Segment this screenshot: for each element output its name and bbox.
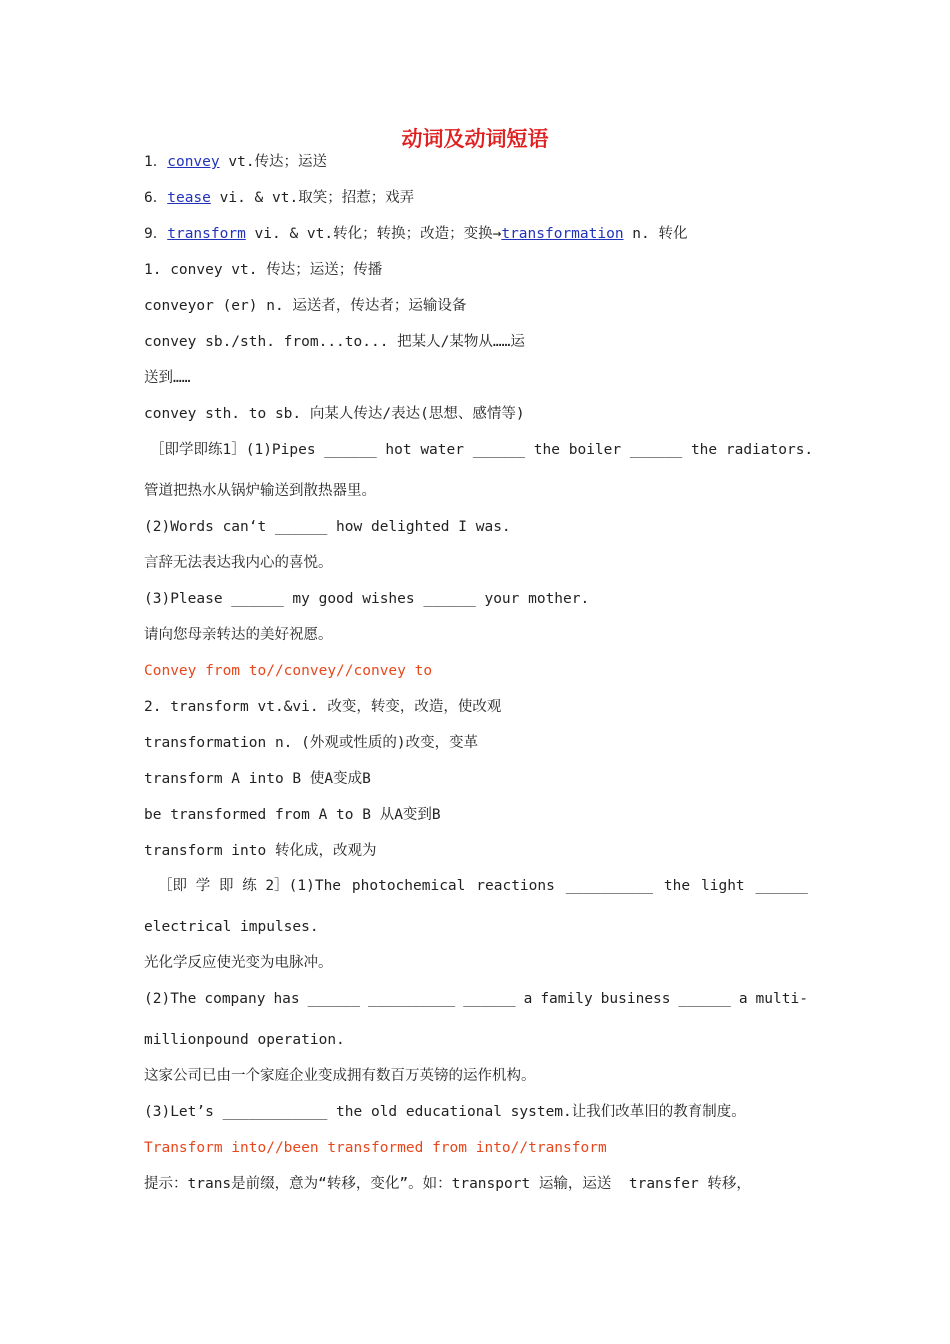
translation-line: 言辞无法表达我内心的喜悦。 — [144, 555, 333, 571]
text-line: transform into 转化成，改观为 — [144, 843, 377, 859]
answer-1: Convey from to//convey//convey to — [144, 663, 433, 679]
vocab-link-tease[interactable]: tease — [167, 190, 211, 206]
vocab-definition: vt.传达；运送 — [219, 154, 328, 170]
text-line: convey sth. to sb. 向某人传达/表达(思想、感情等) — [144, 406, 525, 422]
text-line: 1. convey vt. 传达；运送；传播 — [144, 262, 383, 278]
vocab-item-transform — [144, 224, 687, 244]
text-line: millionpound operation. — [144, 1032, 345, 1048]
translation-line: 光化学反应使光变为电脉冲。 — [144, 955, 333, 971]
vocab-link-transform[interactable]: transform — [167, 226, 246, 242]
exercise-2-q2: (2)The company has ______ __________ ______ a family business ______ a multi- — [144, 991, 808, 1007]
translation-line: 请向您母亲转达的美好祝愿。 — [144, 627, 333, 643]
vocab-link-convey[interactable]: convey — [167, 154, 220, 170]
page-title: 动词及动词短语 — [401, 127, 549, 151]
exercise-2-q3: (3)Let’s ____________ the old educational system.让我们改革旧的教育制度。 — [144, 1104, 746, 1120]
text-line: transform A into B 使A变成B — [144, 771, 371, 787]
text-line: be transformed from A to B 从A变到B — [144, 807, 441, 823]
vocab-item-convey — [144, 152, 327, 172]
item-number: 9． — [144, 226, 168, 242]
text-line: electrical impulses. — [144, 919, 319, 935]
exercise-2-q1: ［即 学 即 练 2］(1)The photochemical reactions __________ the light ______ — [158, 878, 808, 894]
vocab-definition: vi. & vt.取笑；招惹；戏弄 — [210, 190, 415, 206]
vocab-definition: n. 转化 — [623, 226, 688, 242]
item-number: 1． — [144, 154, 168, 170]
exercise-1-q3: (3)Please ______ my good wishes ______ your mother. — [144, 591, 590, 607]
hint-line: 提示：trans是前缀，意为“转移，变化”。如：transport 运输，运送 transfer 转移， — [144, 1176, 751, 1192]
translation-line: 这家公司已由一个家庭企业变成拥有数百万英镑的运作机构。 — [144, 1068, 536, 1084]
answer-2: Transform into//been transformed from into//transform — [144, 1140, 607, 1156]
vocab-link-transformation[interactable]: transformation — [501, 226, 624, 242]
text-line: convey sb./sth. from...to... 把某人/某物从……运 — [144, 334, 525, 350]
vocab-item-tease — [144, 188, 414, 208]
vocab-definition: vi. & vt.转化；转换；改造；变换→ — [245, 226, 502, 242]
text-line: conveyor (er) n. 运送者，传达者；运输设备 — [144, 298, 467, 314]
text-line: 2. transform vt.&vi. 改变，转变，改造，使改观 — [144, 699, 502, 715]
exercise-1-q2: (2)Words can‘t ______ how delighted I was. — [144, 519, 511, 535]
translation-line: 管道把热水从锅炉输送到散热器里。 — [144, 483, 376, 499]
exercise-1-q1: ［即学即练1］(1)Pipes ______ hot water ______ the boiler ______ the radiators. — [150, 442, 814, 458]
text-line: 送到…… — [144, 370, 191, 386]
item-number: 6． — [144, 190, 168, 206]
text-line: transformation n. (外观或性质的)改变，变革 — [144, 735, 479, 751]
